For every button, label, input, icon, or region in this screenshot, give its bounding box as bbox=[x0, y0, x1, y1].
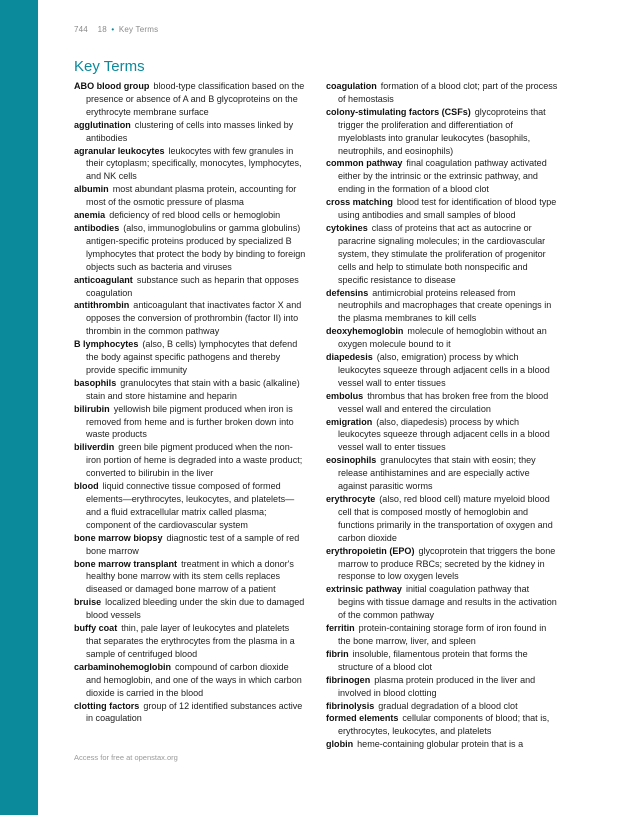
glossary-entry bbox=[326, 712, 558, 738]
glossary-entry bbox=[74, 377, 306, 403]
glossary-definition: formation of a blood clot; part of the process of hemostasis bbox=[338, 81, 558, 104]
glossary-term: deoxyhemoglobin bbox=[326, 326, 404, 337]
glossary-entry bbox=[326, 674, 558, 700]
glossary-entry bbox=[74, 558, 306, 597]
glossary-entry bbox=[326, 325, 558, 351]
glossary-entry bbox=[326, 157, 558, 196]
glossary-entry bbox=[74, 209, 306, 222]
glossary-definition: (also, B cells) lymphocytes that defend the body against specific pathogens and thereby provide specific immunity bbox=[86, 339, 298, 375]
glossary-definition: blood-type classification based on the presence or absence of A and B glycoproteins on the erythrocyte membrane surface bbox=[86, 81, 305, 117]
glossary-definition: granulocytes that stain with a basic (alkaline) stain and store histamine and heparin bbox=[86, 377, 300, 401]
section-name: Key Terms bbox=[118, 25, 159, 34]
glossary-entry bbox=[326, 416, 558, 455]
glossary-definition: green bile pigment produced when the non-iron portion of heme is degraded into a waste product; converted to bilirubin in the liver bbox=[86, 442, 303, 479]
glossary-term: anemia bbox=[74, 210, 106, 221]
glossary-entry bbox=[326, 222, 558, 287]
glossary-term: colony-stimulating factors (CSFs) bbox=[326, 106, 471, 117]
glossary-entry bbox=[74, 145, 306, 184]
glossary-entry bbox=[74, 222, 306, 274]
glossary-term: erythrocyte bbox=[326, 494, 376, 504]
glossary-definition: molecule of hemoglobin without an oxygen molecule bound to it bbox=[338, 326, 547, 350]
glossary-term: anticoagulant bbox=[74, 274, 133, 285]
glossary-entry bbox=[326, 287, 558, 326]
glossary-entry bbox=[74, 441, 306, 480]
glossary-entry bbox=[74, 661, 306, 700]
glossary-definition: diagnostic test of a sample of red bone marrow bbox=[86, 532, 300, 556]
running-header bbox=[74, 25, 158, 34]
glossary-term: fibrinolysis bbox=[326, 700, 375, 711]
glossary-definition: anticoagulant that inactivates factor X and opposes the conversion of prothrombin (factor II) into thrombin in the common pathway bbox=[86, 300, 302, 337]
glossary-definition: final coagulation pathway activated either by the intrinsic or the extrinsic pathway, and ending in the formation of a blood clot bbox=[338, 158, 547, 195]
glossary-term: agglutination bbox=[74, 119, 131, 130]
glossary-entry bbox=[74, 274, 306, 300]
glossary-entry bbox=[326, 80, 558, 106]
glossary-definition: heme-containing globular protein that is a bbox=[357, 739, 524, 750]
glossary-definition: treatment in which a donor's healthy bone marrow with its stem cells replaces diseased or damaged bone marrow of a patient bbox=[86, 558, 294, 595]
glossary-definition: group of 12 identified substances active in coagulation bbox=[86, 700, 303, 724]
glossary-term: globin bbox=[326, 739, 354, 750]
glossary-term: embolus bbox=[326, 390, 364, 401]
glossary-entry bbox=[326, 648, 558, 674]
side-color-bar bbox=[0, 0, 38, 815]
glossary-term: blood bbox=[74, 481, 99, 492]
glossary-term: carbaminohemoglobin bbox=[74, 661, 172, 672]
glossary-definition: granulocytes that stain with eosin; they release antihistamines and are especially active against parasitic worms bbox=[338, 455, 536, 492]
glossary-term: antibodies bbox=[74, 222, 120, 233]
glossary-entry bbox=[326, 622, 558, 648]
glossary-definition: (also, immunoglobulins or gamma globulins) antigen-specific proteins produced by specialized B lymphocytes that protect the body by binding to foreign objects such as bacteria and viruses bbox=[86, 222, 306, 272]
glossary-entry bbox=[74, 480, 306, 532]
glossary-term: bone marrow biopsy bbox=[74, 532, 163, 543]
glossary-entry bbox=[74, 338, 306, 377]
page-number: 744 bbox=[74, 25, 88, 34]
header-separator: • bbox=[111, 25, 115, 34]
glossary-entry bbox=[74, 622, 306, 661]
glossary-entry bbox=[326, 493, 558, 545]
glossary-definition: gradual degradation of a blood clot bbox=[378, 700, 518, 711]
glossary-definition: localized bleeding under the skin due to damaged blood vessels bbox=[86, 597, 305, 621]
glossary-term: cytokines bbox=[326, 222, 368, 233]
footer-link[interactable]: Access for free at openstax.org bbox=[74, 753, 178, 762]
glossary-definition: initial coagulation pathway that begins with tissue damage and results in the activation of the common pathway bbox=[338, 584, 557, 621]
glossary-definition: liquid connective tissue composed of formed elements—erythrocytes, leukocytes, and platelets—and a fluid extracellular matrix called plasma; component of the cardiovascular system bbox=[86, 481, 295, 530]
glossary-term: basophils bbox=[74, 377, 117, 388]
glossary-entry bbox=[74, 299, 306, 338]
glossary-definition: clustering of cells into masses linked by antibodies bbox=[86, 119, 294, 143]
glossary-definition: antimicrobial proteins released from neutrophils and macrophages that create openings in the plasma membranes to kill cells bbox=[338, 287, 552, 324]
glossary-entry bbox=[74, 700, 306, 726]
glossary-term: fibrin bbox=[326, 648, 349, 659]
glossary-entry bbox=[326, 106, 558, 158]
glossary-term: cross matching bbox=[326, 197, 393, 208]
glossary-definition: blood test for identification of blood type using antibodies and small samples of blood bbox=[338, 197, 557, 221]
glossary-definition: compound of carbon dioxide and hemoglobin, and one of the ways in which carbon dioxide is carried in the blood bbox=[86, 661, 302, 698]
glossary-entry bbox=[326, 545, 558, 584]
glossary-term: erythropoietin (EPO) bbox=[326, 545, 415, 556]
glossary-definition: thin, pale layer of leukocytes and platelets that separates the erythrocytes from the plasma in a sample of centrifuged blood bbox=[86, 623, 295, 659]
glossary-term: antithrombin bbox=[74, 300, 130, 311]
glossary-entry bbox=[74, 183, 306, 209]
glossary-term: buffy coat bbox=[74, 623, 118, 634]
glossary-definition: glycoproteins that trigger the proliferation and differentiation of myeloblasts into granular leukocytes (basophils, neutrophils, and eosinophils) bbox=[338, 106, 546, 156]
glossary-entry bbox=[326, 700, 558, 713]
glossary-definition: glycoprotein that triggers the bone marrow to produce RBCs; secreted by the kidney in response to low oxygen levels bbox=[338, 545, 556, 582]
glossary-definition: plasma protein produced in the liver and involved in blood clotting bbox=[338, 674, 536, 698]
glossary-entry bbox=[74, 119, 306, 145]
glossary-entry bbox=[326, 351, 558, 390]
glossary-definition: cellular components of blood; that is, erythrocytes, leukocytes, and platelets bbox=[338, 713, 550, 737]
glossary-term: common pathway bbox=[326, 158, 403, 169]
glossary-term: bilirubin bbox=[74, 403, 110, 414]
glossary-term: bruise bbox=[74, 597, 102, 608]
glossary-term: extrinsic pathway bbox=[326, 584, 402, 595]
glossary-term: agranular leukocytes bbox=[74, 145, 165, 156]
glossary-term: defensins bbox=[326, 287, 369, 298]
glossary-entry bbox=[326, 196, 558, 222]
glossary-entry bbox=[74, 596, 306, 622]
glossary-term: ABO blood group bbox=[74, 81, 150, 91]
glossary-term: albumin bbox=[74, 184, 109, 195]
glossary-term: formed elements bbox=[326, 713, 399, 724]
glossary-definition: insoluble, filamentous protein that forms the structure of a blood clot bbox=[338, 648, 528, 672]
glossary-term: eosinophils bbox=[326, 455, 377, 466]
page-title: Key Terms bbox=[74, 58, 145, 75]
glossary-definition: (also, diapedesis) process by which leukocytes squeeze through adjacent cells in a blood vessel wall to enter tissues bbox=[338, 416, 550, 453]
left-column bbox=[74, 80, 306, 725]
glossary-entry bbox=[74, 532, 306, 558]
glossary-definition: substance such as heparin that opposes coagulation bbox=[86, 274, 299, 298]
glossary-definition: thrombus that has broken free from the blood vessel wall and entered the circulation bbox=[338, 390, 549, 414]
right-column bbox=[326, 80, 558, 751]
glossary-definition: protein-containing storage form of iron found in the bone marrow, liver, and spleen bbox=[338, 623, 547, 646]
glossary-entry bbox=[326, 390, 558, 416]
glossary-entry bbox=[326, 738, 558, 751]
glossary-definition: (also, emigration) process by which leukocytes squeeze through adjacent cells in a blood vessel wall to enter tissues bbox=[338, 352, 550, 388]
glossary-entry bbox=[326, 583, 558, 622]
glossary-entry bbox=[326, 454, 558, 493]
glossary-definition: class of proteins that act as autocrine or paracrine signaling molecules; in the cardiovascular system, they stimulate the proliferation of progenitor cells and help to stimulate both nonspecific and specific resistance to disease bbox=[338, 222, 546, 285]
glossary-term: coagulation bbox=[326, 81, 377, 91]
glossary-term: bone marrow transplant bbox=[74, 558, 178, 569]
glossary-term: fibrinogen bbox=[326, 674, 371, 685]
glossary-term: emigration bbox=[326, 416, 373, 427]
glossary-term: clotting factors bbox=[74, 700, 140, 711]
chapter-number: 18 bbox=[97, 25, 107, 34]
glossary-term: biliverdin bbox=[74, 442, 115, 453]
glossary-term: B lymphocytes bbox=[74, 339, 139, 350]
glossary-definition: most abundant plasma protein, accounting for most of the osmotic pressure of plasma bbox=[86, 184, 297, 208]
glossary-definition: deficiency of red blood cells or hemoglobin bbox=[109, 210, 281, 221]
glossary-entry bbox=[74, 403, 306, 442]
glossary-definition: (also, red blood cell) mature myeloid blood cell that is composed mostly of hemoglobin and functions primarily in the transportation of oxygen and carbon dioxide bbox=[338, 494, 553, 543]
glossary-definition: yellowish bile pigment produced when iron is removed from heme and is further broken down into waste products bbox=[86, 403, 294, 440]
glossary-definition: leukocytes with few granules in their cytoplasm; specifically, monocytes, lymphocytes, and NK cells bbox=[86, 145, 302, 182]
glossary-term: diapedesis bbox=[326, 352, 373, 363]
glossary-entry bbox=[74, 80, 306, 119]
glossary-term: ferritin bbox=[326, 623, 355, 634]
